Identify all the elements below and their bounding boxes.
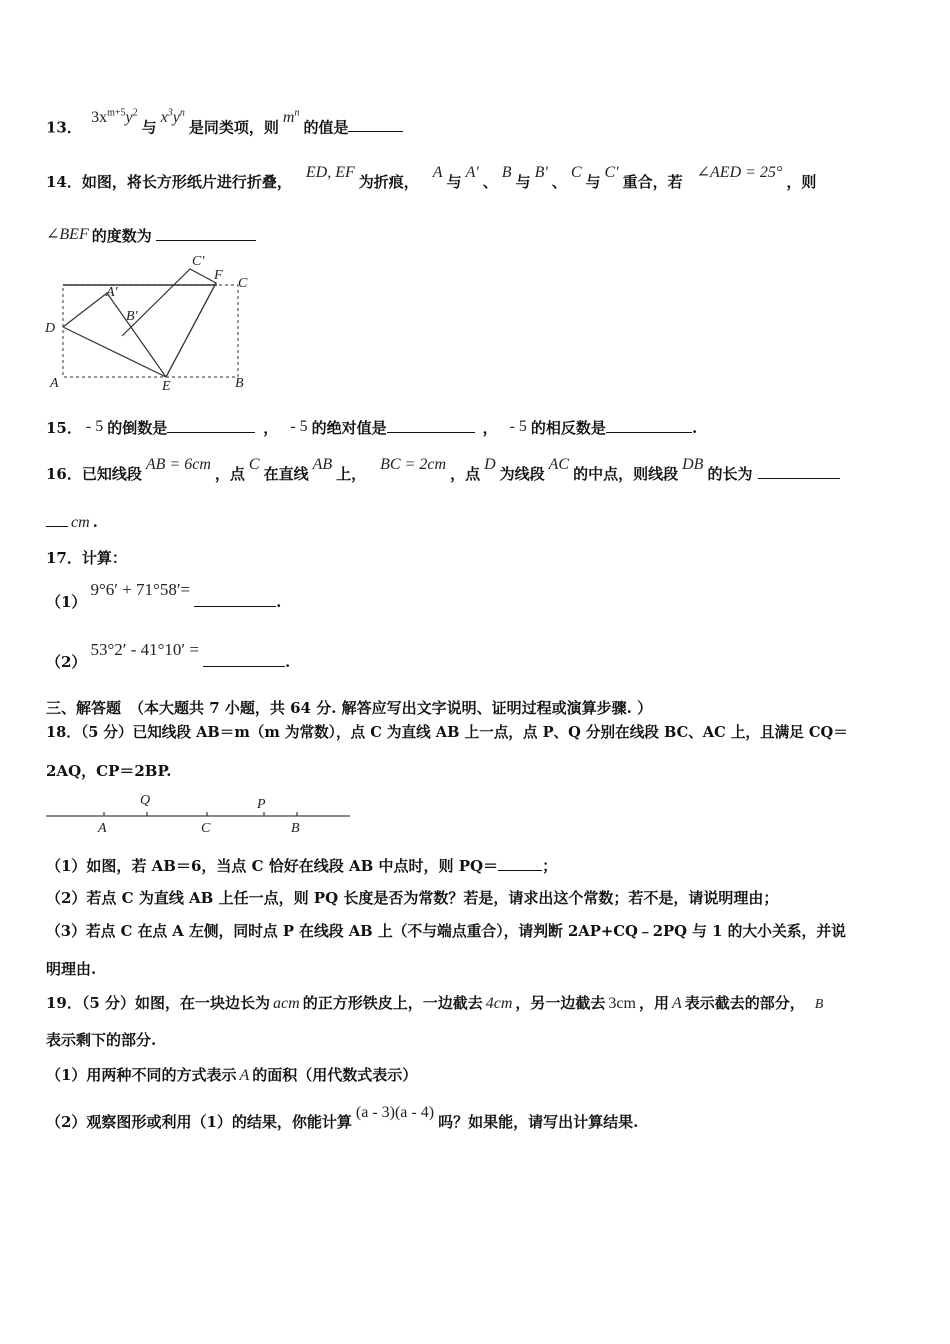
label-c-prime: C' bbox=[192, 254, 205, 269]
label-d: D bbox=[45, 321, 56, 336]
answer-blank[interactable] bbox=[194, 590, 276, 607]
label-b: B bbox=[291, 821, 300, 836]
label-a-prime: A' bbox=[106, 285, 118, 300]
answer-blank-cont[interactable] bbox=[46, 510, 68, 527]
answer-blank[interactable] bbox=[758, 462, 840, 479]
question-19-line1: 19．（5 分）如图，在一块边长为 acm 的正方形铁皮上，一边截去 4cm ，另一边截去 3cm ，用 A 表示截去的部分， B bbox=[46, 994, 824, 1012]
label-c: C bbox=[238, 276, 248, 291]
label-f: F bbox=[214, 268, 223, 283]
answer-blank[interactable] bbox=[203, 650, 285, 667]
label-p: P bbox=[257, 797, 266, 812]
figure-folding-rectangle bbox=[40, 250, 260, 395]
label-a: A bbox=[50, 376, 59, 391]
question-18-line2: 2AQ，CP＝2BP. bbox=[46, 762, 172, 780]
q13-expr1: $3x^{m+5}y^2$ bbox=[91, 108, 138, 127]
answer-blank[interactable] bbox=[387, 416, 475, 433]
question-17-title: 17．计算： bbox=[46, 549, 127, 567]
question-16-line2: cm . bbox=[46, 510, 98, 533]
question-16: 16．已知线段AB = 6cm，点C在直线AB上，BC = 2cm，点D为线段AC的中点，则线段DB的长为 bbox=[46, 462, 840, 485]
question-17-part1: （1）9°6′ + 71°58′=. bbox=[46, 580, 282, 611]
figure-number-line bbox=[44, 788, 354, 838]
answer-blank[interactable] bbox=[606, 416, 692, 433]
question-13: 13． $3x^{m+5}y^2$与$x^3y^n$是同类项，则$m^n$的值是 bbox=[46, 114, 403, 138]
section-3-heading: 三、解答题 （本大题共 7 小题，共 64 分. 解答应写出文字说明、证明过程或演算步骤. ） bbox=[46, 699, 653, 717]
answer-blank[interactable] bbox=[156, 224, 256, 241]
label-c: C bbox=[201, 821, 211, 836]
label-b-prime: B' bbox=[126, 309, 138, 324]
answer-blank[interactable] bbox=[167, 416, 255, 433]
question-19-line2: 表示剩下的部分. bbox=[46, 1031, 157, 1049]
answer-blank[interactable] bbox=[498, 854, 542, 871]
original-rectangle bbox=[63, 285, 238, 377]
question-17-part2: （2）53°2′ - 41°10′ =. bbox=[46, 640, 291, 671]
fold-line-ef bbox=[166, 283, 216, 377]
question-18-sub1: （1）如图，若 AB＝6，当点 C 恰好在线段 AB 中点时，则 PQ＝ ； bbox=[46, 854, 557, 876]
question-18-sub2: （2）若点 C 为直线 AB 上任一点，则 PQ 长度是否为常数？若是，请求出这个常数；若不是，请说明理由； bbox=[46, 889, 779, 907]
question-15: 15． - 5 的倒数是 ， - 5 的绝对值是 ， - 5 的相反数是 . bbox=[46, 418, 698, 437]
question-18-sub3-cont: 明理由. bbox=[46, 960, 97, 978]
question-18-sub3: （3）若点 C 在点 A 左侧，同时点 P 在线段 AB 上（不与端点重合），请判断 2AP+CQ﹣2PQ 与 1 的大小关系，并说 bbox=[46, 923, 846, 940]
q13-expr2: $x^3y^n$ bbox=[160, 108, 185, 127]
q13-expr3: $m^n$ bbox=[282, 108, 300, 127]
question-18-line1: 18．（5 分）已知线段 AB＝m（m 为常数），点 C 为直线 AB 上一点，点 P、Q 分别在线段 BC、AC 上，且满足 CQ＝ bbox=[46, 724, 848, 741]
fold-line-ed bbox=[63, 327, 166, 377]
label-e: E bbox=[162, 379, 171, 394]
question-14-line2: ∠BEF 的度数为 bbox=[46, 224, 256, 247]
label-a: A bbox=[98, 821, 107, 836]
answer-blank[interactable] bbox=[348, 115, 403, 132]
question-19-sub1: （1）用两种不同的方式表示 A 的面积（用代数式表示） bbox=[46, 1066, 418, 1084]
q13-number: 13． bbox=[46, 118, 82, 137]
question-19-sub2: （2）观察图形或利用（1）的结果，你能计算(a - 3)(a - 4)吗？如果能，请写出计算结果. bbox=[46, 1104, 639, 1131]
question-14: 14．如图，将长方形纸片进行折叠，ED, EF为折痕，A与A'、B与B'、C与C'重合，若∠AED = 25°，则 bbox=[46, 164, 817, 191]
label-b: B bbox=[235, 376, 244, 391]
label-q: Q bbox=[140, 793, 151, 808]
